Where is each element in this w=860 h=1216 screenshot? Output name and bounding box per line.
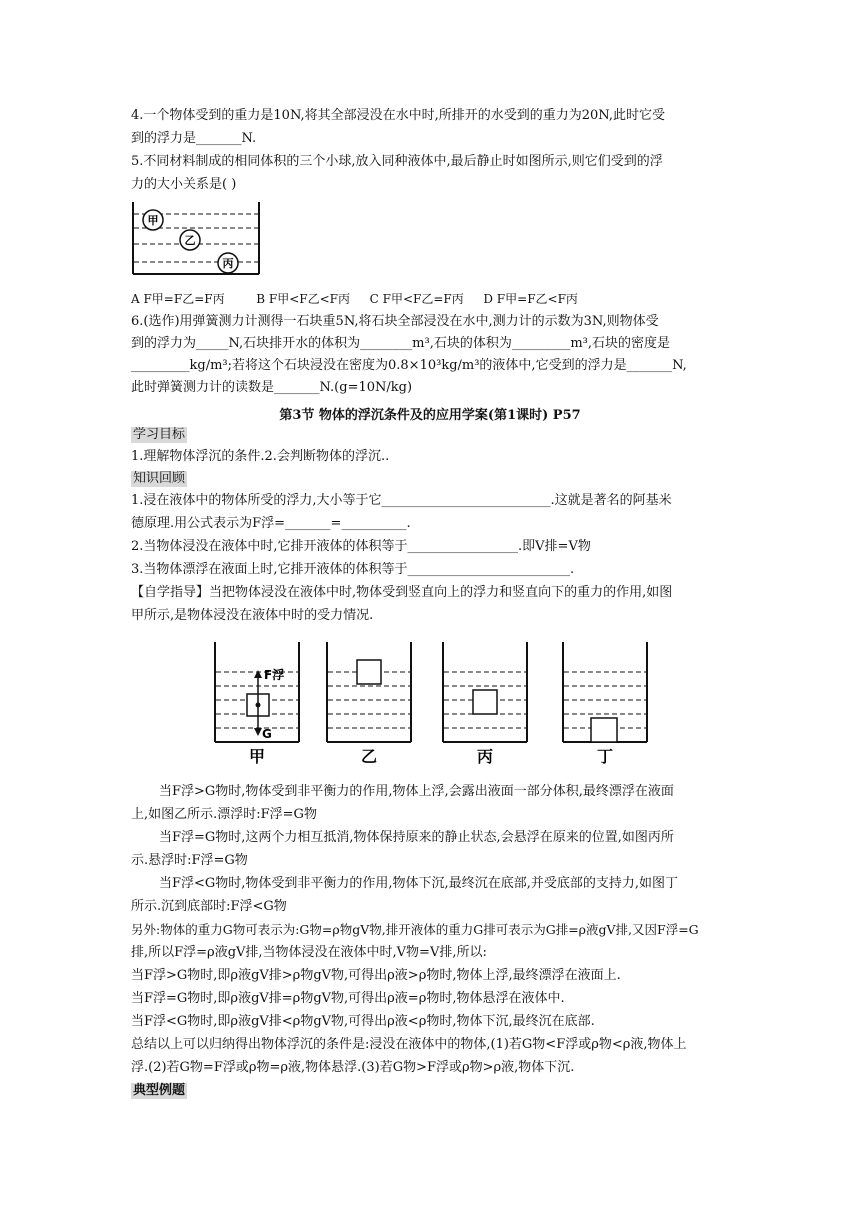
three-balls-container-figure (128, 200, 264, 280)
tank-yi-label: 乙 (360, 747, 378, 766)
guide-line-2: 甲所示,是物体浸没在液体中时的受力情况. (131, 608, 374, 623)
examples-heading: 典型例题 (133, 1083, 186, 1098)
ball-yi (180, 230, 200, 250)
para-4a: 另外:物体的重力G物可表示为:G物=ρ物gV物,排开液体的重力G排可表示为G排=ρ液gV排,又因F浮=G (131, 922, 699, 937)
ball-bing-label: 丙 (222, 257, 234, 270)
tank-bing-label: 丙 (476, 747, 494, 766)
q6-line-2: 到的浮力为_____N,石块排开水的体积为________m³,石块的体积为_________m³,石块的密度是 (131, 336, 671, 351)
ball-bing (218, 253, 238, 273)
q5-option-b: B F甲<F乙<F丙 (256, 292, 350, 306)
q5-option-c: C F甲<F乙=F丙 (369, 292, 464, 306)
q5-line-1: 5.不同材料制成的相同体积的三个小球,放入同种液体中,最后静止时如图所示,则它们受到的浮 (131, 154, 663, 169)
summary-1: 总结以上可以归纳得出物体浮沉的条件是:浸没在液体中的物体,(1)若G物<F浮或ρ物<ρ液,物体上 (131, 1037, 687, 1052)
para-2b: 示.悬浮时:F浮=G物 (131, 853, 248, 868)
review-3: 3.当物体漂浮在液面上时,它排开液体的体积等于_________________________. (131, 562, 575, 577)
q5-option-a: A F甲=F乙=F丙 (131, 292, 225, 306)
q5-options (131, 291, 578, 307)
tank-ding (563, 642, 647, 742)
review-2: 2.当物体浸没在液体中时,它排开液体的体积等于_________________.即V排=V物 (131, 539, 591, 554)
tank-ding-label: 丁 (596, 747, 614, 766)
tank-jia (215, 642, 299, 742)
para-3a: 当F浮<G物时,物体受到非平衡力的作用,物体下沉,最终沉在底部,并受底部的支持力,如图丁 (159, 876, 678, 891)
goals-text: 1.理解物体浮沉的条件.2.会判断物体的浮沉.. (131, 449, 390, 464)
section-title: 第3节 物体的浮沉条件及的应用学案(第1课时) P57 (279, 408, 581, 423)
review-1b: 德原理.用公式表示为F浮=_______=__________. (131, 516, 411, 531)
guide-line-1: 【自学指导】当把物体浸没在液体中时,物体受到竖直向上的浮力和竖直向下的重力的作用,如图 (131, 585, 673, 600)
q4-line-1: 4.一个物体受到的重力是10N,将其全部浸没在水中时,所排开的水受到的重力为20N,此时它受 (131, 108, 665, 123)
buoyancy-label: F浮 (264, 668, 285, 682)
para-1a: 当F浮>G物时,物体受到非平衡力的作用,物体上浮,会露出液面一部分体积,最终漂浮在液面 (159, 784, 674, 799)
para-2a: 当F浮=G物时,这两个力相互抵消,物体保持原来的静止状态,会悬浮在原来的位置,如图丙所 (159, 830, 674, 845)
review-1a: 1.浸在液体中的物体所受的浮力,大小等于它__________________________.这就是著名的阿基米 (131, 493, 672, 508)
float-sink-figure (205, 636, 655, 770)
review-heading: 知识回顾 (133, 471, 186, 486)
gravity-label: G (262, 727, 272, 741)
ball-jia (143, 210, 163, 230)
para-1b: 上,如图乙所示.漂浮时:F浮=G物 (131, 807, 317, 822)
q5-line-2: 力的大小关系是( ) (131, 177, 237, 192)
tank-yi (327, 642, 411, 742)
para-3b: 所示.沉到底部时:F浮<G物 (131, 899, 287, 914)
summary-2: 浮.(2)若G物=F浮或ρ物=ρ液,物体悬浮.(3)若G物>F浮或ρ物>ρ液,物体下沉. (131, 1060, 575, 1075)
ball-jia-label: 甲 (147, 214, 159, 227)
q6-line-3: _________kg/m³;若将这个石块浸没在密度为0.8×10³kg/m³的液体中,它受到的浮力是_______N, (131, 358, 687, 373)
q5-option-d: D F甲=F乙<F丙 (483, 292, 578, 306)
q6-line-1: 6.(选作)用弹簧测力计测得一石块重5N,将石块全部浸没在水中,测力计的示数为3N,则物体受 (131, 314, 659, 329)
q6-line-4: 此时弹簧测力计的读数是_______N.(g=10N/kg) (131, 380, 413, 395)
tank-jia-label: 甲 (248, 747, 266, 766)
para-4b: 排,所以F浮=ρ液gV排,当物体浸没在液体中时,V物=V排,所以: (131, 945, 487, 960)
ball-yi-label: 乙 (184, 234, 196, 247)
condition-2: 当F浮=G物时,即ρ液gV排=ρ物gV物,可得出ρ液=ρ物时,物体悬浮在液体中. (131, 991, 565, 1006)
condition-3: 当F浮<G物时,即ρ液gV排<ρ物gV物,可得出ρ液<ρ物时,物体下沉,最终沉在底部. (131, 1014, 595, 1029)
condition-1: 当F浮>G物时,即ρ液gV排>ρ物gV物,可得出ρ液>ρ物时,物体上浮,最终漂浮在液面上. (131, 968, 621, 983)
q4-line-2: 到的浮力是_______N. (131, 131, 257, 146)
tank-bing (443, 642, 527, 742)
goals-heading: 学习目标 (133, 427, 186, 442)
